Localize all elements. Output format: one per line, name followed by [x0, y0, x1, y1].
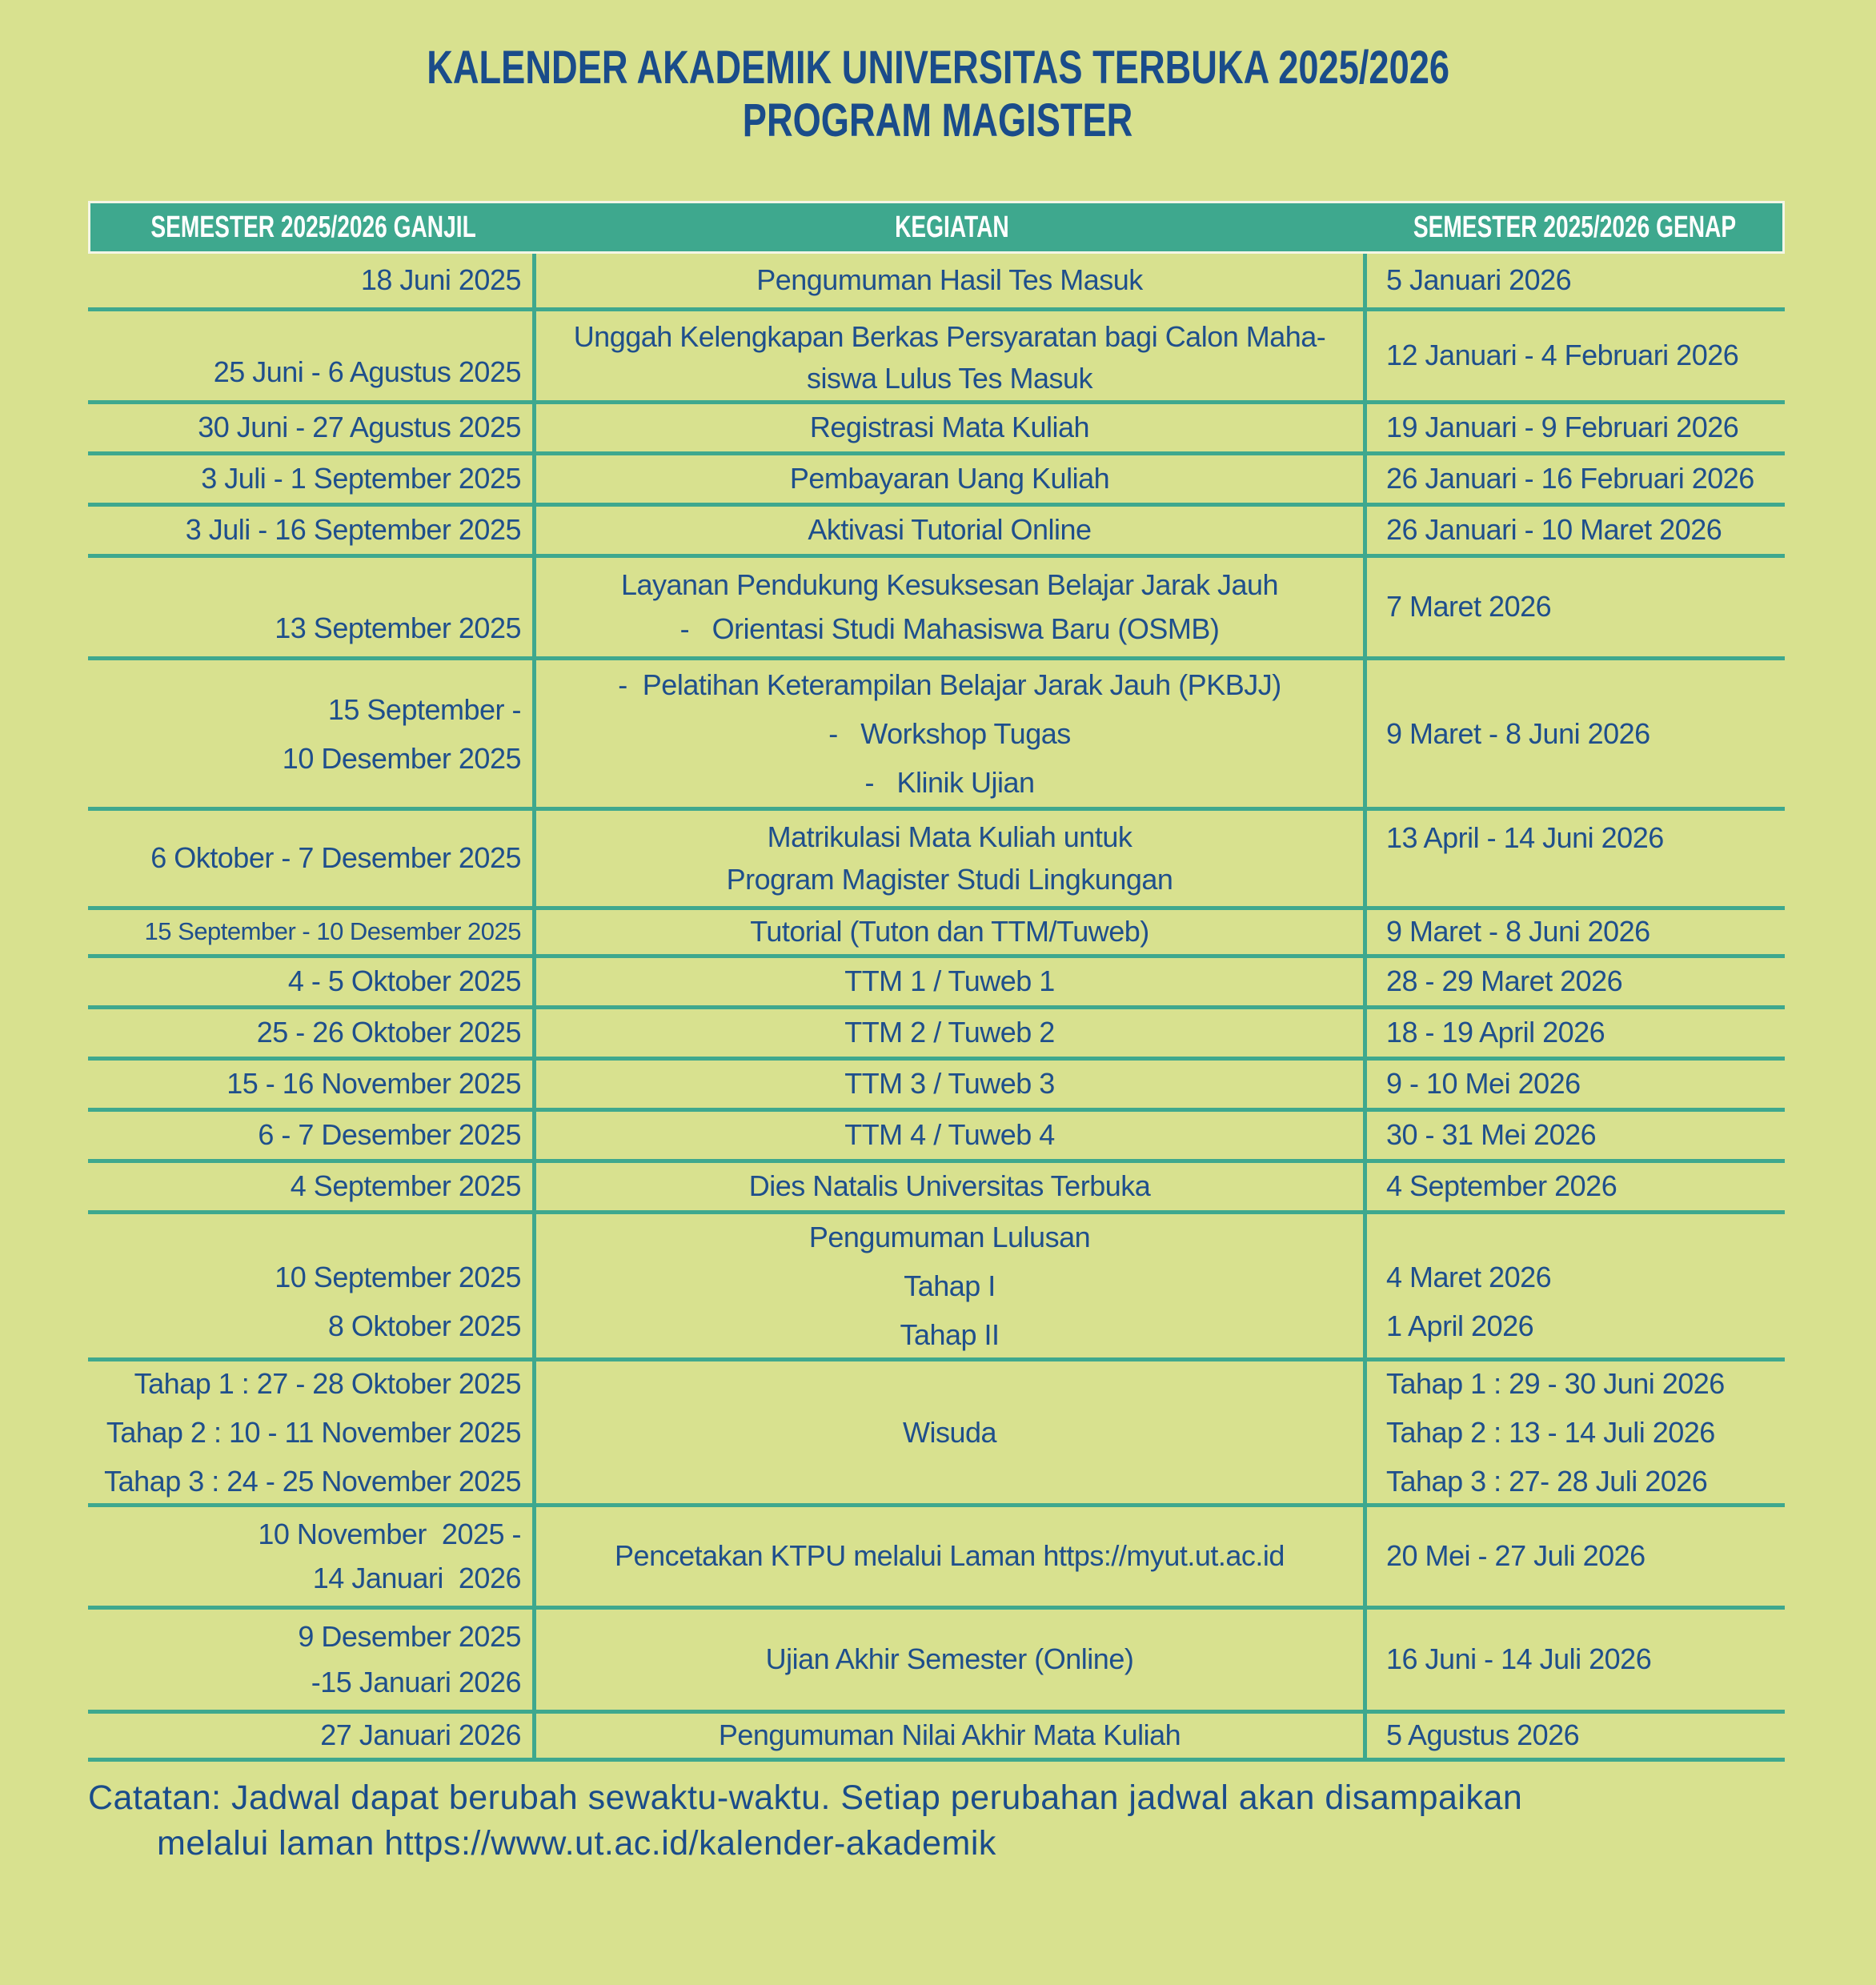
table-row: [88, 1361, 1785, 1507]
cell-line: Layanan Pendukung Kesuksesan Belajar Jarak Jauh: [620, 567, 1279, 601]
cell-line: Tutorial (Tuton dan TTM/Tuweb): [750, 915, 1149, 948]
page-title-line2-text: PROGRAM MAGISTER: [743, 94, 1133, 146]
calendar-rows: [88, 254, 1785, 1762]
cell-line: 6 Oktober - 7 Desember 2025: [150, 841, 521, 875]
cell-line: Pembayaran Uang Kuliah: [789, 462, 1110, 495]
cell-line: 13 September 2025: [275, 611, 521, 644]
footer-note-line2: melalui laman https://www.ut.ac.id/kalender-akademik: [157, 1824, 996, 1863]
cell-line: Dies Natalis Universitas Terbuka: [748, 1169, 1151, 1203]
cell-line: Ujian Akhir Semester (Online): [765, 1642, 1134, 1676]
table-row: [88, 811, 1785, 910]
cell-line: 7 Maret 2026: [1386, 590, 1552, 624]
cell-line: 10 Desember 2025: [282, 741, 521, 775]
table-row: [88, 958, 1785, 1009]
cell-ganjil: [88, 910, 536, 954]
cell-kegiatan: [536, 1061, 1367, 1108]
cell-line: 25 - 26 Oktober 2025: [256, 1016, 521, 1049]
cell-line: Tahap 3 : 24 - 25 November 2025: [104, 1465, 521, 1498]
cell-line: Pencetakan KTPU melalui Laman https://myut.ut.ac.id: [615, 1539, 1285, 1573]
cell-genap: [1367, 811, 1785, 906]
cell-kegiatan: [536, 558, 1367, 656]
header-label-kegiatan: KEGIATAN: [894, 210, 1009, 244]
cell-ganjil: [88, 455, 536, 503]
cell-ganjil: [88, 507, 536, 554]
cell-kegiatan: [536, 404, 1367, 451]
cell-line: 4 Maret 2026: [1386, 1261, 1552, 1293]
cell-line: 8 Oktober 2025: [327, 1309, 521, 1342]
cell-ganjil: [88, 311, 536, 400]
cell-line: - Klinik Ujian: [864, 766, 1035, 799]
cell-line: TTM 2 / Tuweb 2: [844, 1016, 1055, 1049]
cell-line: 25 Juni - 6 Agustus 2025: [213, 355, 521, 388]
page-title-line1: [0, 42, 1876, 94]
cell-line: Tahap 1 : 27 - 28 Oktober 2025: [134, 1367, 521, 1400]
cell-line: Registrasi Mata Kuliah: [809, 411, 1090, 444]
cell-ganjil: [88, 1163, 536, 1210]
cell-line: 18 - 19 April 2026: [1386, 1016, 1605, 1049]
page-title: [0, 0, 1876, 147]
cell-kegiatan: [536, 1361, 1367, 1503]
table-row: [88, 455, 1785, 507]
cell-kegiatan: [536, 1714, 1367, 1758]
table-row: [88, 1507, 1785, 1610]
cell-line: TTM 3 / Tuweb 3: [844, 1067, 1055, 1101]
cell-line: 3 Juli - 16 September 2025: [185, 513, 521, 547]
cell-ganjil: [88, 660, 536, 807]
cell-line: 5 Januari 2026: [1386, 263, 1572, 297]
cell-line: TTM 4 / Tuweb 4: [844, 1118, 1055, 1152]
cell-line: 10 September 2025: [275, 1261, 521, 1293]
cell-line: 14 Januari 2026: [312, 1562, 521, 1595]
cell-line: Tahap 1 : 29 - 30 Juni 2026: [1386, 1367, 1725, 1400]
cell-line: 15 - 16 November 2025: [226, 1067, 521, 1101]
table-row: [88, 254, 1785, 311]
cell-kegiatan: [536, 311, 1367, 400]
cell-line: 15 September -: [327, 692, 521, 726]
table-row: [88, 1009, 1785, 1061]
cell-line: 1 April 2026: [1386, 1309, 1534, 1342]
cell-line: 26 Januari - 10 Maret 2026: [1386, 513, 1722, 547]
cell-ganjil: [88, 1112, 536, 1159]
cell-genap: [1367, 1214, 1785, 1357]
cell-line: 4 September 2026: [1386, 1169, 1617, 1203]
header-label-ganjil: SEMESTER 2025/2026 GANJIL: [150, 210, 476, 244]
cell-line: -15 Januari 2026: [311, 1665, 521, 1698]
cell-line: Program Magister Studi Lingkungan: [726, 863, 1173, 896]
cell-line: 28 - 29 Maret 2026: [1386, 964, 1623, 998]
cell-line: Pengumuman Hasil Tes Masuk: [756, 263, 1143, 297]
cell-line: Tahap 2 : 13 - 14 Juli 2026: [1386, 1416, 1715, 1449]
cell-line: Tahap II: [900, 1318, 1000, 1351]
cell-line: Pengumuman Lulusan: [808, 1221, 1091, 1253]
cell-ganjil: [88, 558, 536, 656]
cell-kegiatan: [536, 1507, 1367, 1606]
cell-line: Tahap 2 : 10 - 11 November 2025: [106, 1416, 521, 1449]
cell-line: 9 Maret - 8 Juni 2026: [1386, 915, 1650, 948]
cell-line: 9 - 10 Mei 2026: [1386, 1067, 1581, 1101]
table-row: [88, 910, 1785, 958]
cell-genap: [1367, 958, 1785, 1005]
cell-genap: [1367, 1163, 1785, 1210]
table-row: [88, 660, 1785, 811]
cell-line: Unggah Kelengkapan Berkas Persyaratan bagi Calon Maha-: [573, 320, 1326, 353]
cell-ganjil: [88, 1061, 536, 1108]
cell-ganjil: [88, 404, 536, 451]
header-cell-semester-ganjil: [90, 203, 536, 251]
cell-line: 5 Agustus 2026: [1386, 1718, 1580, 1752]
cell-line: 20 Mei - 27 Juli 2026: [1386, 1539, 1646, 1573]
cell-genap: [1367, 1061, 1785, 1108]
header-label-genap: SEMESTER 2025/2026 GENAP: [1413, 210, 1737, 244]
cell-genap: [1367, 507, 1785, 554]
cell-line: 19 Januari - 9 Februari 2026: [1386, 411, 1739, 444]
table-row: [88, 507, 1785, 558]
header-cell-kegiatan: [536, 203, 1367, 251]
cell-ganjil: [88, 1214, 536, 1357]
cell-ganjil: [88, 1610, 536, 1710]
cell-kegiatan: [536, 1163, 1367, 1210]
cell-line: 10 November 2025 -: [258, 1517, 521, 1550]
page-title-line1-text: KALENDER AKADEMIK UNIVERSITAS TERBUKA 2025/2026: [427, 42, 1449, 94]
cell-line: 12 Januari - 4 Februari 2026: [1386, 339, 1739, 372]
cell-ganjil: [88, 811, 536, 906]
header-cell-semester-genap: [1367, 203, 1782, 251]
cell-genap: [1367, 1610, 1785, 1710]
cell-kegiatan: [536, 660, 1367, 807]
table-row: [88, 404, 1785, 455]
cell-genap: [1367, 660, 1785, 807]
cell-ganjil: [88, 1714, 536, 1758]
cell-genap: [1367, 311, 1785, 400]
cell-kegiatan: [536, 1112, 1367, 1159]
cell-line: Aktivasi Tutorial Online: [808, 513, 1092, 547]
cell-line: 4 - 5 Oktober 2025: [287, 964, 521, 998]
cell-kegiatan: [536, 1214, 1367, 1357]
cell-ganjil: [88, 254, 536, 307]
cell-line: 9 Maret - 8 Juni 2026: [1386, 717, 1650, 750]
footer-note: [88, 1775, 1809, 1867]
cell-line: 15 September - 10 Desember 2025: [144, 917, 521, 946]
cell-genap: [1367, 1507, 1785, 1606]
cell-line: Pengumuman Nilai Akhir Mata Kuliah: [718, 1718, 1181, 1752]
cell-line: 9 Desember 2025: [298, 1620, 521, 1654]
table-row: [88, 1610, 1785, 1714]
cell-genap: [1367, 910, 1785, 954]
cell-line: 26 Januari - 16 Februari 2026: [1386, 462, 1754, 495]
cell-line: 30 - 31 Mei 2026: [1386, 1118, 1597, 1152]
cell-line: 30 Juni - 27 Agustus 2025: [198, 411, 521, 444]
cell-kegiatan: [536, 910, 1367, 954]
calendar-table: [88, 201, 1785, 1762]
cell-kegiatan: [536, 811, 1367, 906]
footer-note-line1: Catatan: Jadwal dapat berubah sewaktu-waktu. Setiap perubahan jadwal akan disampaikan: [88, 1778, 1523, 1817]
table-row: [88, 311, 1785, 404]
cell-line: - Workshop Tugas: [828, 717, 1071, 750]
table-row: [88, 558, 1785, 660]
cell-ganjil: [88, 1361, 536, 1503]
cell-kegiatan: [536, 254, 1367, 307]
cell-line: siswa Lulus Tes Masuk: [807, 362, 1092, 395]
table-row: [88, 1061, 1785, 1112]
cell-ganjil: [88, 958, 536, 1005]
cell-genap: [1367, 254, 1785, 307]
table-row: [88, 1714, 1785, 1762]
cell-line: 3 Juli - 1 September 2025: [201, 462, 521, 495]
page-title-line2: [0, 94, 1876, 147]
cell-line: 16 Juni - 14 Juli 2026: [1386, 1642, 1652, 1676]
cell-line: 27 Januari 2026: [320, 1718, 521, 1752]
cell-ganjil: [88, 1507, 536, 1606]
cell-genap: [1367, 558, 1785, 656]
cell-kegiatan: [536, 1610, 1367, 1710]
cell-genap: [1367, 1009, 1785, 1057]
cell-genap: [1367, 404, 1785, 451]
cell-line: Tahap I: [904, 1269, 996, 1302]
table-row: [88, 1214, 1785, 1361]
cell-genap: [1367, 1112, 1785, 1159]
cell-kegiatan: [536, 507, 1367, 554]
cell-line: 13 April - 14 Juni 2026: [1386, 821, 1664, 854]
cell-kegiatan: [536, 958, 1367, 1005]
table-row: [88, 1163, 1785, 1214]
cell-genap: [1367, 1361, 1785, 1503]
cell-line: - Pelatihan Keterampilan Belajar Jarak Jauh (PKBJJ): [618, 668, 1281, 701]
cell-kegiatan: [536, 455, 1367, 503]
cell-line: 4 September 2025: [290, 1169, 521, 1203]
cell-kegiatan: [536, 1009, 1367, 1057]
cell-line: 6 - 7 Desember 2025: [258, 1118, 521, 1152]
cell-genap: [1367, 1714, 1785, 1758]
cell-ganjil: [88, 1009, 536, 1057]
cell-line: Tahap 3 : 27- 28 Juli 2026: [1386, 1465, 1708, 1498]
cell-genap: [1367, 455, 1785, 503]
cell-line: TTM 1 / Tuweb 1: [844, 964, 1055, 998]
table-header-row: [88, 201, 1785, 254]
cell-line: Matrikulasi Mata Kuliah untuk: [767, 820, 1132, 853]
cell-line: Wisuda: [902, 1416, 997, 1449]
cell-line: 18 Juni 2025: [360, 263, 521, 297]
table-row: [88, 1112, 1785, 1163]
cell-line: - Orientasi Studi Mahasiswa Baru (OSMB): [679, 612, 1220, 646]
